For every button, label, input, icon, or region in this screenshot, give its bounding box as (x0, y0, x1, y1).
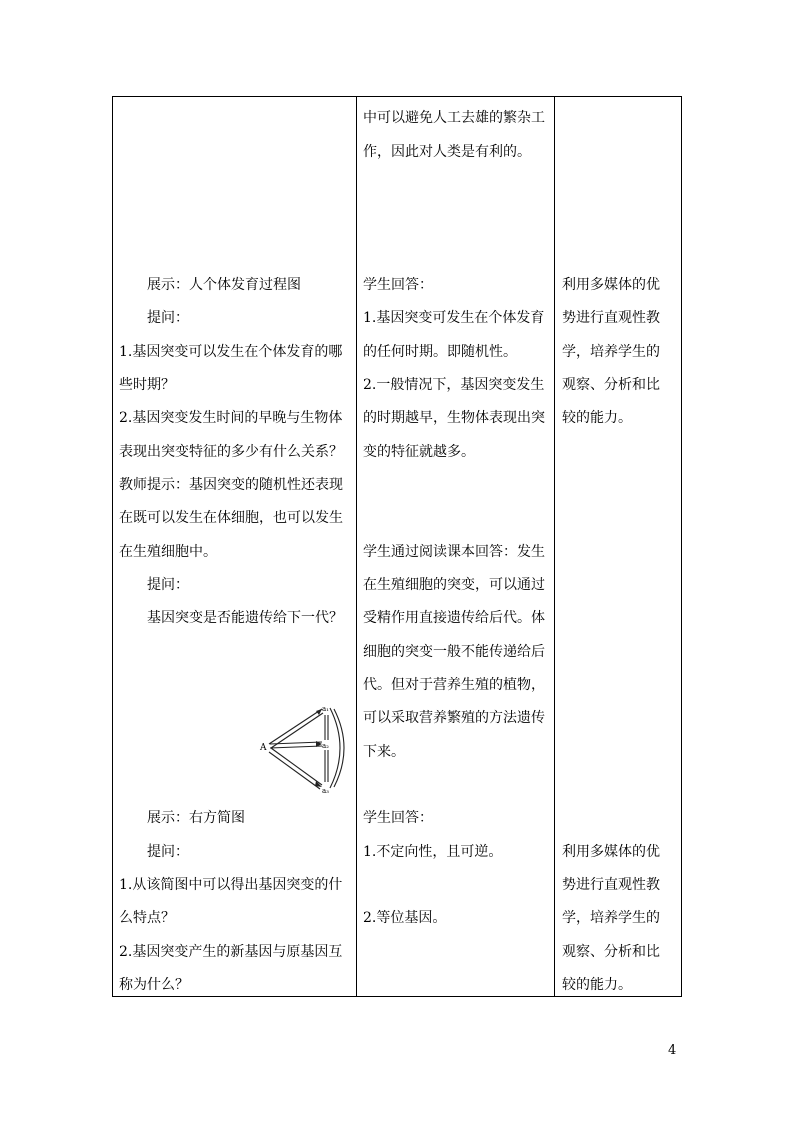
question-text: 2.基因突变产生的新基因与原基因互 (119, 944, 343, 960)
design-purpose: 学，培养学生的 (562, 344, 660, 360)
diagram-label-a2: a₂ (322, 742, 329, 750)
design-purpose: 利用多媒体的优 (562, 844, 660, 860)
design-purpose: 较的能力。 (562, 977, 632, 993)
student-answer-label: 学生回答： (363, 277, 433, 293)
question-text: 表现出突变特征的多少有什么关系？ (119, 444, 343, 460)
design-purpose: 观察、分析和比 (562, 377, 660, 393)
teacher-hint: 教师提示：基因突变的随机性还表现 (119, 477, 343, 493)
show-process-label: 展示：人个体发育过程图 (147, 277, 301, 293)
question-label: 提问： (147, 310, 189, 326)
student-answer: 2.一般情况下，基因突变发生 (363, 377, 545, 393)
student-answer: 的时期越早，生物体表现出突 (363, 410, 545, 426)
student-answer: 的任何时期。即随机性。 (363, 344, 517, 360)
student-answer: 2.等位基因。 (363, 910, 447, 926)
teacher-hint: 在生殖细胞中。 (119, 544, 217, 560)
design-purpose: 较的能力。 (562, 410, 632, 426)
page-number: 4 (668, 1043, 677, 1058)
continued-text: 作，因此对人类是有利的。 (363, 144, 531, 160)
student-answer: 在生殖细胞的突变，可以通过 (363, 577, 545, 593)
design-purpose: 势进行直观性教 (562, 310, 660, 326)
column-divider-1 (356, 97, 357, 996)
student-answer: 下来。 (363, 744, 405, 760)
teacher-hint: 在既可以发生在体细胞，也可以发生 (119, 510, 343, 526)
student-answer: 可以采取营养繁殖的方法遗传 (363, 710, 545, 726)
student-answer: 代。但对于营养生殖的植物， (363, 677, 545, 693)
question-text: 么特点？ (119, 910, 175, 926)
column-divider-2 (554, 97, 555, 996)
question-text: 2.基因突变发生时间的早晚与生物体 (119, 410, 343, 426)
student-answer: 受精作用直接遗传给后代。体 (363, 610, 545, 626)
diagram-label-a3: a₃ (322, 787, 329, 795)
question-text: 基因突变是否能遗传给下一代？ (147, 610, 343, 626)
student-answer: 1.基因突变可发生在个体发育 (363, 310, 545, 326)
student-answer: 1.不定向性，且可逆。 (363, 844, 503, 860)
student-answer: 学生通过阅读课本回答：发生 (363, 544, 545, 560)
design-purpose: 学，培养学生的 (562, 910, 660, 926)
design-purpose: 势进行直观性教 (562, 877, 660, 893)
question-text: 1.从该简图中可以得出基因突变的什 (119, 877, 343, 893)
question-label: 提问： (147, 577, 189, 593)
student-answer-label: 学生回答： (363, 810, 433, 826)
continued-text: 中可以避免人工去雄的繁杂工 (363, 110, 545, 126)
question-text: 称为什么？ (119, 977, 189, 993)
mutation-diagram (258, 700, 358, 795)
design-purpose: 利用多媒体的优 (562, 277, 660, 293)
student-answer: 变的特征就越多。 (363, 444, 475, 460)
diagram-label-A: A (260, 743, 267, 753)
question-text: 些时期？ (119, 377, 175, 393)
question-text: 1.基因突变可以发生在个体发育的哪 (119, 344, 343, 360)
show-diagram-label: 展示：右方简图 (147, 810, 245, 826)
student-answer: 细胞的突变一般不能传递给后 (363, 644, 545, 660)
diagram-label-a1: a₁ (322, 705, 329, 713)
design-purpose: 观察、分析和比 (562, 944, 660, 960)
question-label: 提问： (147, 844, 189, 860)
